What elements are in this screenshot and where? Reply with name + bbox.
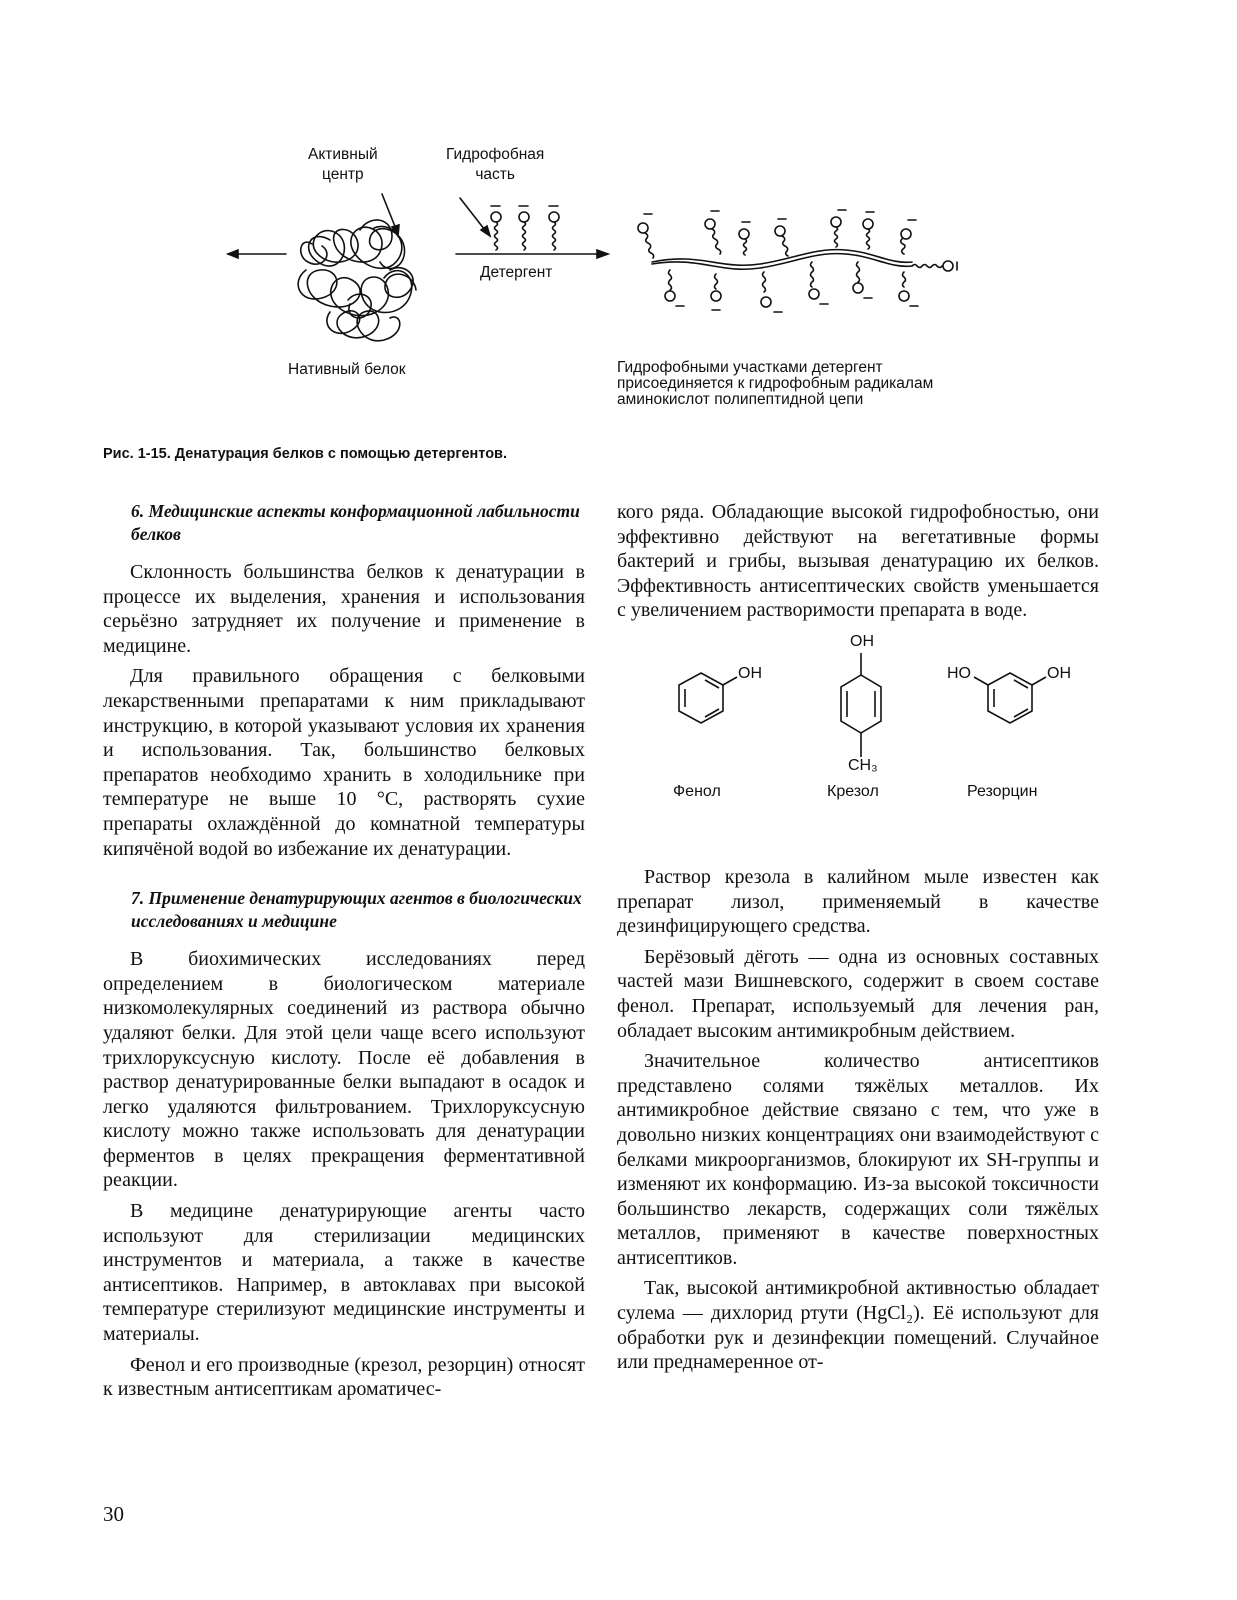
page-number: 30 bbox=[103, 1502, 124, 1526]
label-detergent: Детергент bbox=[480, 264, 553, 281]
detergent-arrow-head bbox=[597, 250, 608, 258]
phenol-oh-label: OH bbox=[738, 664, 762, 682]
resorcinol-oh-label: OH bbox=[1047, 664, 1071, 682]
label-active-center: Активный центр bbox=[308, 146, 378, 183]
left-arrow-head bbox=[228, 250, 238, 258]
detergent-molecules bbox=[491, 206, 559, 250]
right-column bbox=[617, 500, 1099, 1381]
paragraph: Берёзовый дёготь — одна из основных составных частей мази Вишневского, содержит в своем составе фенол. Препарат, используемый для лечения ран, обладает высоким антимикробным действием. bbox=[617, 945, 1099, 1042]
resorcinol-label: Резорцин bbox=[967, 782, 1038, 800]
paragraph: Склонность большинства белков к денатурации в процессе их выделения, хранения и использования серьёзно затрудняет их получение и применение в медицине. bbox=[103, 561, 585, 657]
paragraph: В медицине денатурирующие агенты часто используют для стерилизации медицинских инструментов и материала, а также в качестве антисептиков. Например, в автоклавах при высокой температуре стерилизуют медицинские инструменты и материалы. bbox=[103, 1200, 585, 1346]
resorcinol-ho-label: HO bbox=[947, 664, 971, 682]
paragraph: кого ряда. Обладающие высокой гидрофобностью, они эффективно действуют на вегетативные формы бактерий и грибы, вызывая денатурацию их белков. Эффективность антисептических свойств уменьшается с увеличением растворимости препарата в воде. bbox=[617, 501, 1099, 622]
paragraph: В биохимических исследованиях перед определением в биологическом материале низкомолекулярных соединений из раствора обычно удаляют белки. Для этой цели чаще всего используют трихлоруксусную кислоту. После её добавления в раствор денатурированные белки выпадают в осадок и легко удаляются фильтрованием. Трихлоруксусную кислоту можно также использовать для денатурации ферментов в целях прекращения ферментативной реакции. bbox=[103, 948, 585, 1192]
paragraph: Значительное количество антисептиков представлено солями тяжёлых металлов. Их антимикробное действие связано с тем, что уже в довольно низких концентрациях они взаимодействуют с белками микроорганизмов, блокируют их SH-группы и изменяют их конформацию. Из-за высокой токсичности большинство лекарств, содержащих соли тяжёлых металлов, применяют в качестве поверхностных антисептиков. bbox=[617, 1050, 1099, 1269]
cresol-ch3-label: CH₃ bbox=[848, 756, 878, 774]
left-column bbox=[103, 500, 585, 1408]
cresol-label: Крезол bbox=[827, 782, 879, 800]
label-hydrophobic-part: Гидрофобная часть bbox=[446, 146, 545, 183]
native-protein-coil bbox=[298, 220, 416, 341]
paragraph: Для правильного обращения с белковыми лекарственными препаратами к ним прикладывают инструкцию, в которой указывают условия их хранения и использования. Так, большинство белковых препаратов необходимо хранить в холодильнике при температуре не выше 10 °C, растворять сухие препараты охлаждённой до комнатной температуры кипячёной водой во избежание их денатурации. bbox=[103, 665, 585, 860]
figure-caption: Рис. 1-15. Денатурация белков с помощью детергентов. bbox=[103, 446, 507, 462]
phenol-label: Фенол bbox=[673, 782, 721, 800]
label-native-protein: Нативный белок bbox=[288, 361, 406, 378]
label-detergent-binding: Гидрофобными участками детергент присоединяется к гидрофобным радикалам аминокислот полипептидной цепи bbox=[617, 359, 934, 408]
cresol-oh-label: OH bbox=[850, 632, 874, 650]
paragraph: Раствор крезола в калийном мыле известен как препарат лизол, применяемый в качестве дезинфицирующего средства. bbox=[617, 865, 1099, 938]
figure-denaturation bbox=[0, 0, 1237, 470]
chain-detergents-down bbox=[665, 262, 918, 312]
phenol-structures bbox=[617, 633, 1099, 833]
paragraph: Так, высокой антимикробной активностью обладает сулема — дихлорид ртути (HgCl₂). Её используют для обработки рук и дезинфекции помещений. Случайное или преднамеренное от- bbox=[617, 1277, 1099, 1374]
cresol-ring bbox=[841, 653, 881, 757]
resorcinol-ring bbox=[974, 673, 1046, 723]
section-6-heading: 6. Медицинские аспекты конформационной лабильности белков bbox=[131, 501, 580, 544]
paragraph: Фенол и его производные (крезол, резорцин) относят к известным антисептикам ароматичес- bbox=[103, 1353, 585, 1401]
benzene-rings-drawing bbox=[617, 633, 1099, 833]
phenol-ring bbox=[679, 673, 737, 723]
section-7-heading: 7. Применение денатурирующих агентов в биологических исследованиях и медицине bbox=[131, 888, 582, 932]
